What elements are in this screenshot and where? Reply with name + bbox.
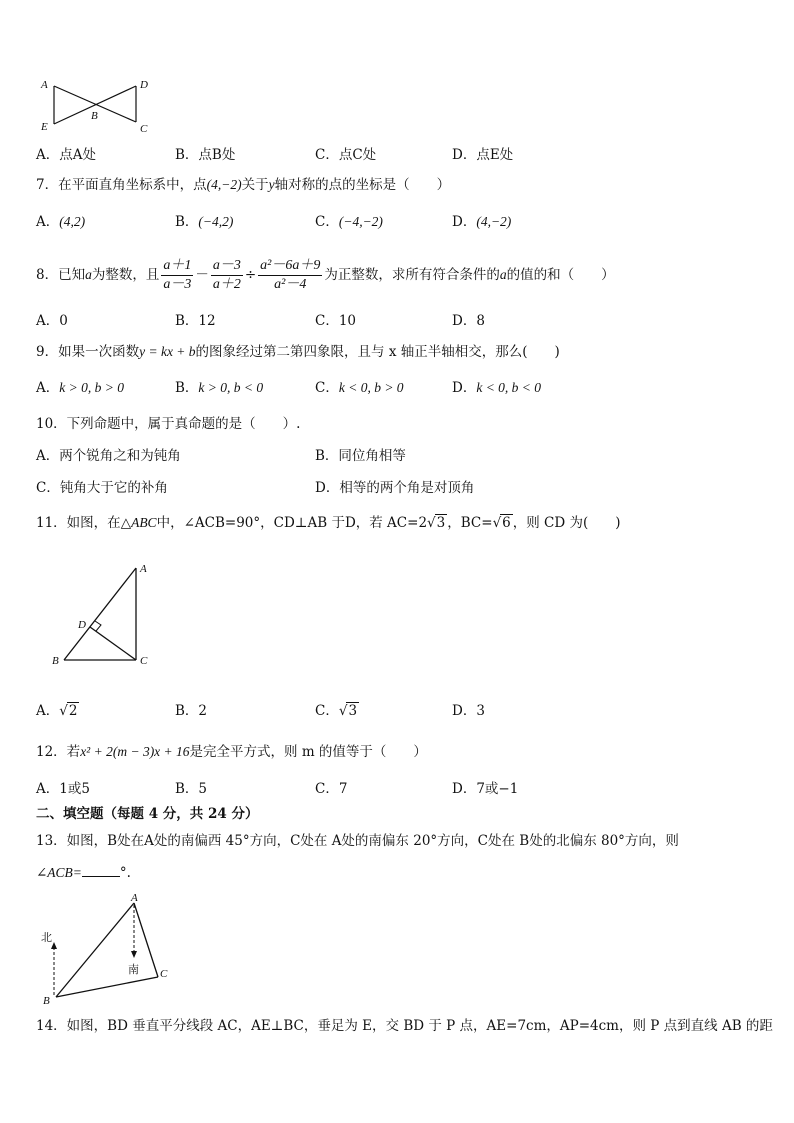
q8-fraction-1: $\frac{a+1}{a-3}$ (163, 258, 192, 292)
q11-option-d: D．3 (452, 703, 485, 719)
q11-stem: 11．如图，在△ABC中，∠ACB=90°，CD⊥AB 于D，若 AC=2√3 ，BC=√6 ，则 CD 为( ) (36, 515, 621, 531)
label-a: A (41, 79, 48, 91)
q8-fraction-2: $\frac{a-3}{a+2}$ (212, 258, 241, 292)
label-a: A (131, 892, 138, 904)
label-c: C (160, 968, 168, 980)
label-d: D (78, 619, 86, 631)
q12-option-b: B．5 (175, 781, 208, 797)
q7-option-a: A．(4,2) (36, 214, 86, 230)
q11-option-a: A．√2 (36, 703, 78, 719)
q12-option-d: D．7或−1 (452, 781, 519, 797)
q9-option-b: B．k > 0, b < 0 (175, 380, 264, 396)
label-north: 北 (41, 931, 52, 944)
answer-blank (82, 862, 120, 877)
q9-option-c: C．k < 0, b > 0 (315, 380, 404, 396)
q10-option-b: B．同位角相等 (315, 448, 406, 464)
figure-right-triangle (50, 560, 160, 670)
q8-option-d: D．8 (452, 313, 485, 329)
q9-stem: 9．如果一次函数y = kx + b的图象经过第二第四象限，且与 x 轴正半轴相交，那么( ) (36, 344, 560, 360)
label-b: B (91, 110, 98, 122)
q8-stem: 8．已知a为整数，且 $\frac{a+1}{a-3}$ － $\frac{a-3}{a+2}$ ÷ $\frac{\text{a²－6a＋9}}{\text{a²－4}}$ 为正整数，求所有符合条件的a的值的和（ ） (36, 258, 615, 292)
q11-sqrt-3: √3 (427, 515, 446, 531)
q11-option-c: C．√3 (315, 703, 358, 719)
q6-option-a: A．点A处 (36, 147, 96, 163)
label-c: C (140, 123, 148, 135)
q8-option-c: C．10 (315, 313, 357, 329)
q6-option-c: C．点C处 (315, 147, 377, 163)
q6-option-b: B．点B处 (175, 147, 236, 163)
q9-option-a: A．k > 0, b > 0 (36, 380, 124, 396)
label-b: B (43, 995, 50, 1007)
q12-stem: 12．若x² + 2(m − 3)x + 16是完全平方式，则 m 的值等于（ ） (36, 744, 427, 760)
q7-option-c: C．(−4,−2) (315, 214, 383, 230)
q11-option-b: B．2 (175, 703, 208, 719)
q10-option-d: D．相等的两个角是对顶角 (315, 480, 475, 496)
q6-option-d: D．点E处 (452, 147, 514, 163)
q12-option-a: A．1或5 (36, 781, 90, 797)
label-e: E (41, 121, 48, 133)
figure-bowtie (36, 76, 156, 136)
label-south: 南 (128, 963, 139, 976)
label-c: C (140, 655, 148, 667)
q8-option-a: A．0 (36, 313, 68, 329)
q7-option-d: D．(4,−2) (452, 214, 512, 230)
q10-option-a: A．两个锐角之和为钝角 (36, 448, 181, 464)
figure-direction (36, 893, 176, 1008)
label-b: B (52, 655, 59, 667)
section-title: 二、填空题（每题 4 分，共 24 分） (36, 806, 259, 822)
q7-stem: 7．在平面直角坐标系中，点(4,−2)关于y轴对称的点的坐标是（ ） (36, 177, 451, 193)
q14-stem: 14．如图，BD 垂直平分线段 AC，AE⊥BC，垂足为 E，交 BD 于 P 点，AE=7cm，AP=4cm，则 P 点到直线 AB 的距 (36, 1018, 773, 1034)
q8-fraction-3: $\frac{\text{a²－6a＋9}}{\text{a²－4}}$ (260, 258, 321, 292)
q10-option-c: C．钝角大于它的补角 (36, 480, 168, 496)
q9-option-d: D．k < 0, b < 0 (452, 380, 542, 396)
q12-option-c: C．7 (315, 781, 348, 797)
label-d: D (140, 79, 148, 91)
q11-sqrt-6: √6 (492, 515, 511, 531)
q8-option-b: B．12 (175, 313, 216, 329)
label-a: A (140, 563, 147, 575)
q10-stem: 10．下列命题中，属于真命题的是（ ）. (36, 416, 301, 432)
q7-option-b: B．(−4,2) (175, 214, 234, 230)
q13-stem-line2: ∠ACB= °. (36, 862, 131, 883)
q13-stem-line1: 13．如图，B处在A处的南偏西 45°方向，C处在 A处的南偏东 20°方向，C处在 B处的北偏东 80°方向，则 (36, 833, 679, 849)
